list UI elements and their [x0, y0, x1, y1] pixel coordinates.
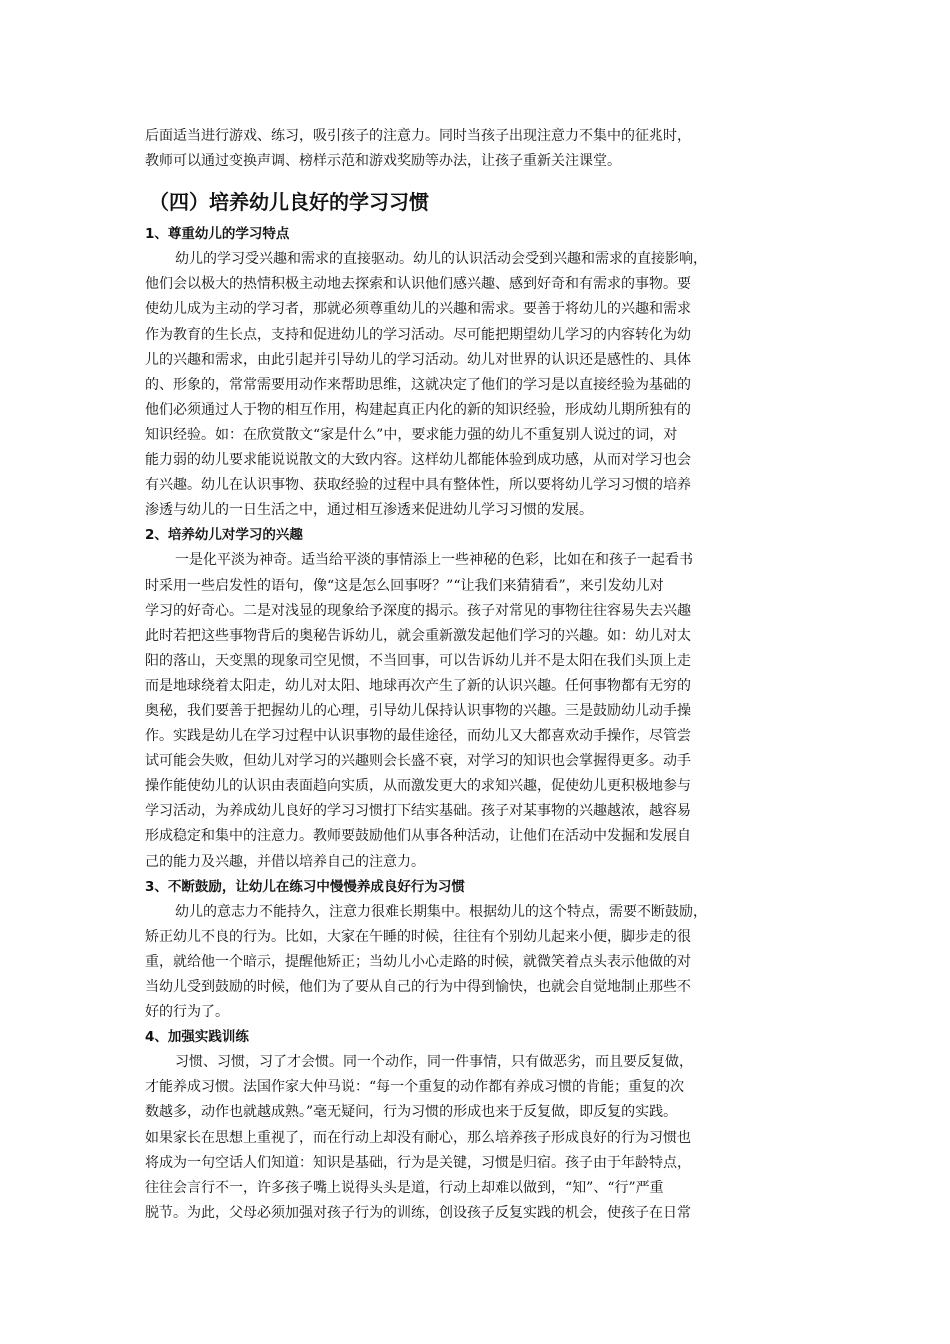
subsection-heading: 1、尊重幼儿的学习特点 [145, 226, 290, 243]
subsection-heading: 4、加强实践训练 [145, 1029, 249, 1046]
text-line: 如果家长在思想上重视了，而在行动上却没有耐心，那么培养孩子形成良好的行为习惯也 [145, 1129, 691, 1146]
text-line: 时采用一些启发性的语句，像“这是怎么回事呀？”“让我们来猜猜看”，来引发幼儿对 [145, 577, 664, 594]
text-line: 后面适当进行游戏、练习，吸引孩子的注意力。同时当孩子出现注意力不集中的征兆时， [145, 128, 691, 144]
text-line: 他们会以极大的热情积极主动地去探索和认识他们感兴趣、感到好奇和有需求的事物。要 [145, 276, 691, 293]
text-line: 作。实践是幼儿在学习过程中认识事物的最佳途径，而幼儿又大都喜欢动手操作，尽管尝 [145, 728, 691, 745]
text-line: 幼儿的意志力不能持久，注意力很难长期集中。根据幼儿的这个特点，需要不断鼓励， [175, 903, 707, 920]
section-title: （四）培养幼儿良好的学习习惯 [149, 190, 429, 215]
document-body [145, 124, 810, 1226]
text-line: 当幼儿受到鼓励的时候，他们为了要从自己的行为中得到愉快，也就会自觉地制止那些不 [145, 979, 691, 995]
text-line: 的、形象的，常常需要用动作来帮助思维，这就决定了他们的学习是以直接经验为基础的 [145, 376, 691, 393]
subsection-1 [145, 222, 810, 523]
text-line: 渗透与幼儿的一日生活之中，通过相互渗透来促进幼儿学习习惯的发展。 [145, 502, 593, 519]
text-line: 将成为一句空话人们知道：知识是基础，行为是关键，习惯是归宿。孩子由于年龄特点， [145, 1154, 691, 1171]
subsection-heading: 3、不断鼓励，让幼儿在练习中慢慢养成良好行为习惯 [145, 878, 465, 895]
text-line: 有兴趣。幼儿在认识事物、获取经验的过程中具有整体性，所以要将幼儿学习习惯的培养 [145, 477, 691, 494]
text-line: 好的行为了。 [145, 1004, 229, 1021]
text-line: 重，就给他一个暗示，提醒他矫正；当幼儿小心走路的时候，就微笑着点头表示他做的对 [145, 953, 691, 970]
subsection-heading: 2、培养幼儿对学习的兴趣 [145, 527, 303, 544]
intro-paragraph [145, 124, 810, 174]
text-line: 幼儿的学习受兴趣和需求的直接驱动。幼儿的认识活动会受到兴趣和需求的直接影响， [175, 251, 707, 268]
text-line: 矫正幼儿不良的行为。比如，大家在午睡的时候，往往有个别幼儿起来小便，脚步走的很 [145, 928, 691, 945]
text-line: 阳的落山，天变黑的现象司空见惯，不当回事，可以告诉幼儿并不是太阳在我们头顶上走 [145, 652, 691, 669]
text-line: 作为教育的生长点，支持和促进幼儿的学习活动。尽可能把期望幼儿学习的内容转化为幼 [145, 326, 691, 343]
text-line: 形成稳定和集中的注意力。教师要鼓励他们从事各种活动，让他们在活动中发掘和发展自 [145, 828, 691, 845]
text-line: 一是化平淡为神奇。适当给平淡的事情添上一些神秘的色彩，比如在和孩子一起看书 [175, 552, 693, 569]
text-line: 他们必须通过人于物的相互作用，构建起真正内化的新的知识经验，形成幼儿期所独有的 [145, 401, 691, 418]
text-line: 才能养成习惯。法国作家大仲马说：“每一个重复的动作都有养成习惯的肯能；重复的次 [145, 1079, 685, 1096]
subsection-3 [145, 875, 810, 1026]
text-line: 奥秘，我们要善于把握幼儿的心理，引导幼儿保持认识事物的兴趣。三是鼓励幼儿动手操 [145, 702, 691, 719]
text-line: 教师可以通过变换声调、榜样示范和游戏奖励等办法，让孩子重新关注课堂。 [145, 153, 621, 170]
text-line: 能力弱的幼儿要求能说说散文的大致内容。这样幼儿都能体验到成功感，从而对学习也会 [145, 452, 691, 469]
text-line: 此时若把这些事物背后的奥秘告诉幼儿，就会重新激发起他们学习的兴趣。如：幼儿对太 [145, 627, 691, 644]
text-line: 往往会言行不一，许多孩子嘴上说得头头是道，行动上却难以做到，“知”、“行”严重 [145, 1179, 664, 1196]
text-line: 脱节。为此，父母必须加强对孩子行为的训练，创设孩子反复实践的机会，使孩子在日常 [145, 1204, 691, 1221]
subsection-2 [145, 523, 810, 874]
subsection-4 [145, 1025, 810, 1226]
text-line: 使幼儿成为主动的学习者，那就必须尊重幼儿的兴趣和需求。要善于将幼儿的兴趣和需求 [145, 301, 691, 318]
text-line: 习惯、习惯，习了才会惯。同一个动作，同一件事情，只有做恶劣，而且要反复做， [175, 1054, 693, 1071]
text-line: 而是地球绕着太阳走，幼儿对太阳、地球再次产生了新的认识兴趣。任何事物都有无穷的 [145, 677, 691, 694]
text-line: 操作能使幼儿的认识由表面趋向实质，从而激发更大的求知兴趣，促使幼儿更积极地参与 [145, 778, 691, 795]
text-line: 知识经验。如：在欣赏散文“家是什么”中，要求能力强的幼儿不重复别人说过的词，对 [145, 426, 678, 443]
text-line: 试可能会失败，但幼儿对学习的兴趣则会长盛不衰，对学习的知识也会掌握得更多。动手 [145, 753, 691, 770]
text-line: 学习的好奇心。二是对浅显的现象给予深度的揭示。孩子对常见的事物往往容易失去兴趣 [145, 602, 691, 619]
text-line: 己的能力及兴趣，并借以培养自己的注意力。 [145, 853, 425, 870]
text-line: 儿的兴趣和需求，由此引起并引导幼儿的学习活动。幼儿对世界的认识还是感性的、具体 [145, 351, 691, 368]
text-line: 数越多，动作也就越成熟。”毫无疑问，行为习惯的形成也来于反复做，即反复的实践。 [145, 1104, 678, 1121]
text-line: 学习活动，为养成幼儿良好的学习习惯打下结实基础。孩子对某事物的兴趣越浓，越容易 [145, 803, 691, 820]
